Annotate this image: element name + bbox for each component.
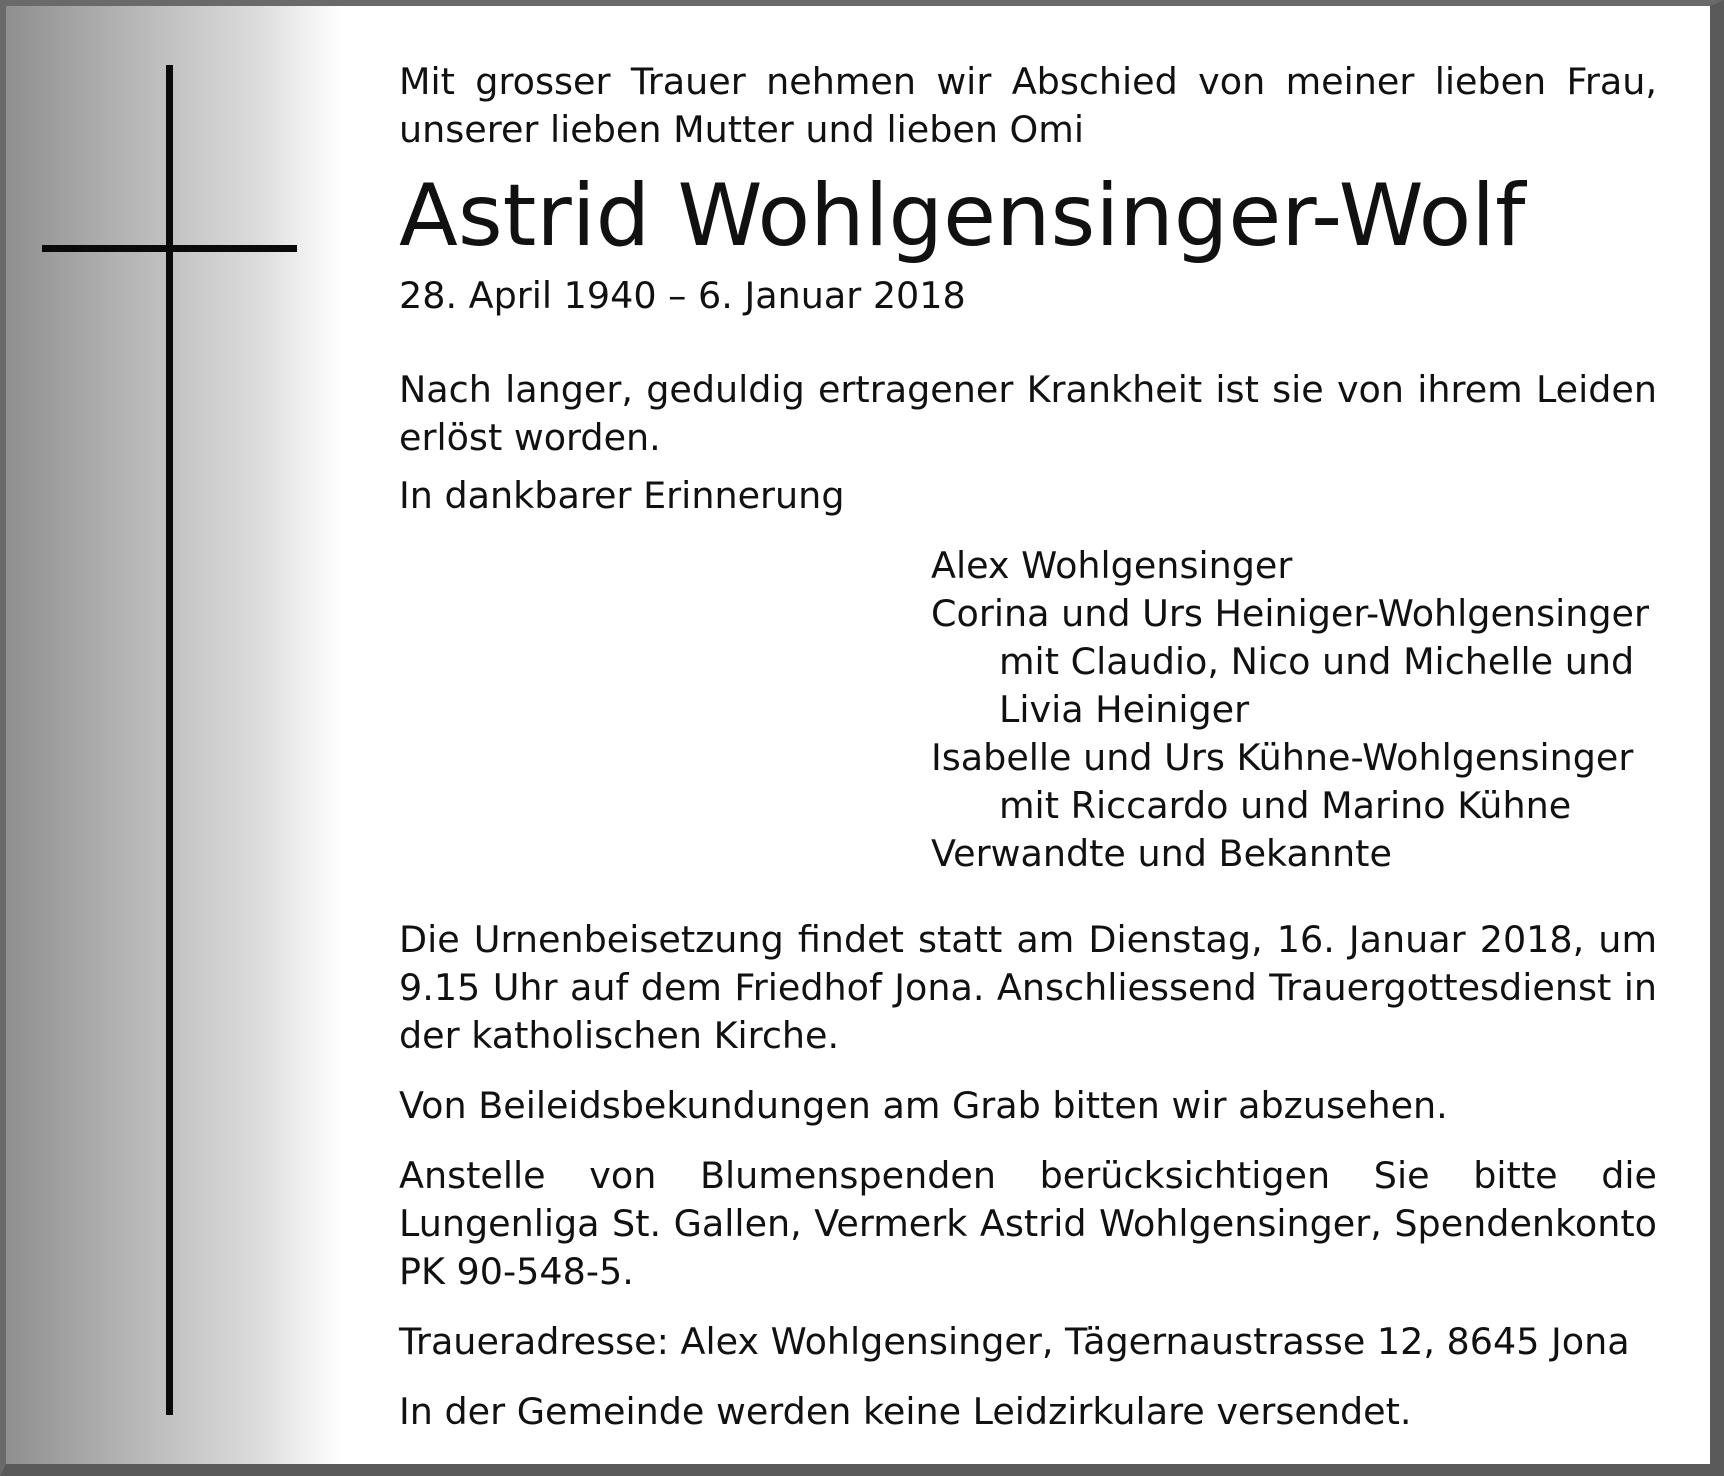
cross-icon <box>166 65 173 1415</box>
life-dates: 28. April 1940 – 6. Januar 2018 <box>399 274 966 317</box>
family-member: Alex Wohlgensinger <box>931 544 1293 587</box>
family-member: Verwandte und Bekannte <box>931 832 1392 875</box>
family-list <box>931 542 1657 878</box>
cross-icon-crossbar <box>42 245 297 252</box>
circulars-text: In der Gemeinde werden keine Leidzirkulare versendet. <box>399 1390 1412 1433</box>
memory-text: In dankbarer Erinnerung <box>399 474 845 517</box>
family-member: Isabelle und Urs Kühne-Wohlgensinger <box>931 736 1634 779</box>
intro-text: Mit grosser Trauer nehmen wir Abschied von meiner lieben Frau, unserer lieben Mutter und lieben Omi <box>399 60 1657 151</box>
family-member: mit Claudio, Nico und Michelle und <box>999 640 1635 683</box>
funeral-text: Die Urnenbeisetzung findet statt am Dienstag, 16. Januar 2018, um 9.15 Uhr auf dem Friedhof Jona. Anschliessend Trauergottesdienst in der katholischen Kirche. <box>399 918 1657 1057</box>
family-member: Corina und Urs Heiniger-Wohlgensinger <box>931 592 1649 635</box>
donations-text: Anstelle von Blumenspenden berücksichtigen Sie bitte die Lungenliga St. Gallen, Vermerk Astrid Wohlgensinger, Spendenkonto PK 90-548-5. <box>399 1154 1657 1293</box>
address-text: Traueradresse: Alex Wohlgensinger, Tägernaustrasse 12, 8645 Jona <box>399 1320 1630 1363</box>
side-gradient-panel <box>6 6 342 1464</box>
deceased-name: Astrid Wohlgensinger-Wolf <box>399 166 1526 266</box>
obituary-content <box>399 58 1657 1436</box>
illness-text: Nach langer, geduldig ertragener Krankheit ist sie von ihrem Leiden erlöst worden. <box>399 368 1657 459</box>
family-member: Livia Heiniger <box>999 688 1250 731</box>
condolences-text: Von Beileidsbekundungen am Grab bitten wir abzusehen. <box>399 1084 1448 1127</box>
family-member: mit Riccardo und Marino Kühne <box>999 784 1572 827</box>
